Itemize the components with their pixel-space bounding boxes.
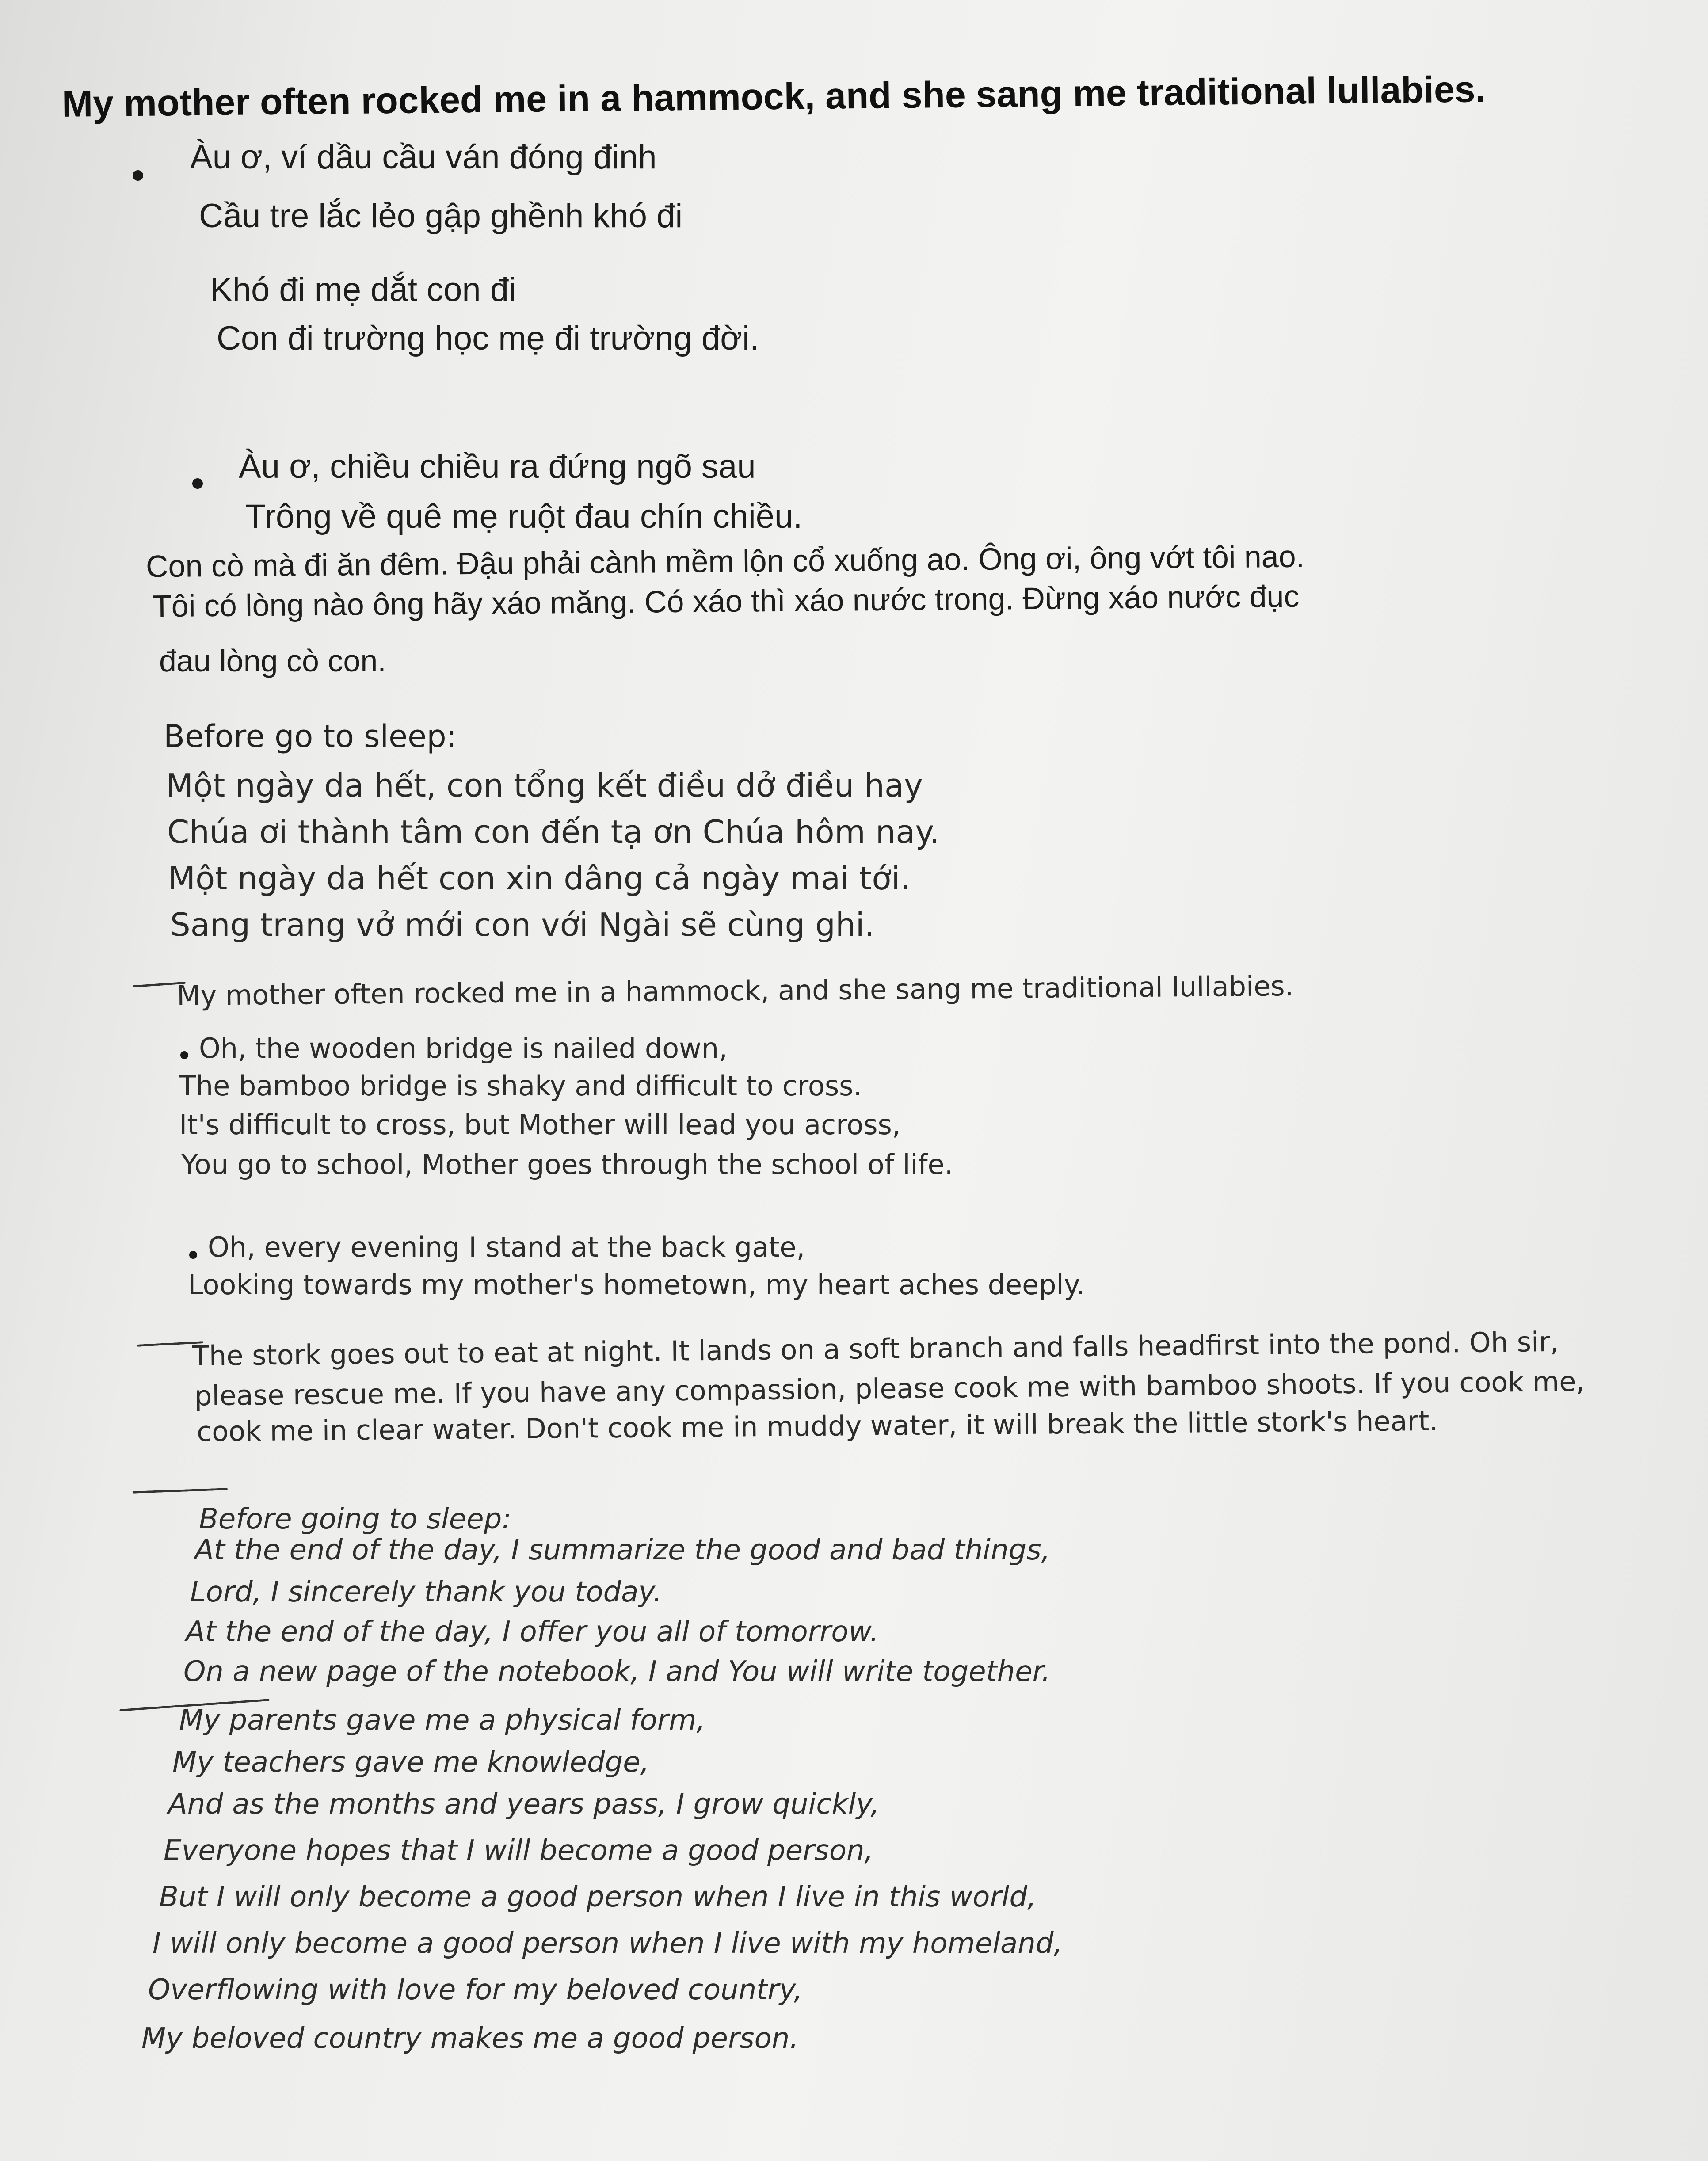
- vn-stork-line-3: đau lòng cò con.: [159, 644, 386, 678]
- vn-prayer-line-3: Một ngày da hết con xin dâng cả ngày mai tới.: [168, 860, 911, 897]
- en-poem-line-1: My parents gave me a physical form,: [179, 1704, 705, 1737]
- bullet-icon: [133, 170, 143, 181]
- vn-prayer-line-2: Chúa ơi thành tâm con đến tạ ơn Chúa hôm nay.: [167, 813, 940, 850]
- en-lullaby1-line-3: It's difficult to cross, but Mother will lead you across,: [179, 1109, 901, 1141]
- en-stork-line-2: please rescue me. If you have any compassion, please cook me with bamboo shoots. If you cook me,: [194, 1365, 1585, 1412]
- vn-prayer-line-1: Một ngày da hết, con tổng kết điều dở điều hay: [166, 767, 923, 804]
- vn-lullaby1-line-4: Con đi trường học mẹ đi trường đời.: [217, 320, 759, 357]
- bullet-icon: [192, 478, 203, 489]
- bullet-icon: [189, 1251, 197, 1259]
- vn-prayer-line-4: Sang trang vở mới con với Ngài sẽ cùng ghi.: [170, 906, 875, 943]
- en-poem-line-5: But I will only become a good person when I live in this world,: [159, 1881, 1037, 1913]
- en-poem-line-6: I will only become a good person when I live with my homeland,: [152, 1927, 1063, 1960]
- en-prayer-heading: Before going to sleep:: [199, 1503, 511, 1536]
- vn-lullaby2-line-2: Trông về quê mẹ ruột đau chín chiều.: [245, 498, 803, 535]
- en-prayer-line-3: At the end of the day, I offer you all of tomorrow.: [186, 1616, 879, 1648]
- divider-mark: [133, 1488, 228, 1494]
- en-stork-line-1: The stork goes out to eat at night. It lands on a soft branch and falls headfirst into the pond. Oh sir,: [192, 1325, 1559, 1372]
- vn-lullaby1-line-3: Khó đi mẹ dắt con đi: [210, 271, 516, 309]
- vn-prayer-heading: Before go to sleep:: [164, 718, 457, 755]
- en-lullaby1-line-1: Oh, the wooden bridge is nailed down,: [199, 1032, 728, 1064]
- en-poem-line-3: And as the months and years pass, I grow quickly,: [168, 1788, 880, 1821]
- en-lullaby2-line-2: Looking towards my mother's hometown, my heart aches deeply.: [188, 1269, 1085, 1301]
- vn-lullaby1-line-1: Àu ơ, ví dầu cầu ván đóng đinh: [190, 138, 657, 176]
- en-lullaby1-line-4: You go to school, Mother goes through the school of life.: [181, 1148, 953, 1181]
- en-poem-line-7: Overflowing with love for my beloved country,: [148, 1974, 803, 2006]
- en-prayer-line-2: Lord, I sincerely thank you today.: [190, 1576, 662, 1608]
- en-intro: My mother often rocked me in a hammock, and she sang me traditional lullabies.: [176, 969, 1294, 1012]
- en-lullaby2-line-1: Oh, every evening I stand at the back gate,: [208, 1231, 805, 1263]
- en-poem-line-2: My teachers gave me knowledge,: [172, 1746, 649, 1779]
- page-title: My mother often rocked me in a hammock, and she sang me traditional lullabies.: [61, 68, 1486, 125]
- vn-lullaby2-line-1: Àu ơ, chiều chiều ra đứng ngõ sau: [239, 448, 756, 485]
- en-lullaby1-line-2: The bamboo bridge is shaky and difficult to cross.: [179, 1070, 862, 1102]
- en-prayer-line-4: On a new page of the notebook, I and You will write together.: [183, 1655, 1051, 1688]
- vn-lullaby1-line-2: Cầu tre lắc lẻo gập ghềnh khó đi: [199, 197, 683, 235]
- en-poem-line-8: My beloved country makes me a good person.: [141, 2022, 799, 2055]
- en-poem-line-4: Everyone hopes that I will become a good person,: [164, 1834, 873, 1867]
- en-prayer-line-1: At the end of the day, I summarize the good and bad things,: [194, 1534, 1050, 1566]
- vn-stork-line-1: Con cò mà đi ăn đêm. Đậu phải cành mềm lộn cổ xuống ao. Ông ơi, ông vớt tôi nao.: [145, 539, 1305, 584]
- vn-stork-line-2: Tôi có lòng nào ông hãy xáo măng. Có xáo thì xáo nước trong. Đừng xáo nước đục: [152, 579, 1300, 624]
- en-stork-line-3: cook me in clear water. Don't cook me in muddy water, it will break the little stork's heart.: [196, 1404, 1438, 1448]
- bullet-icon: [180, 1051, 188, 1059]
